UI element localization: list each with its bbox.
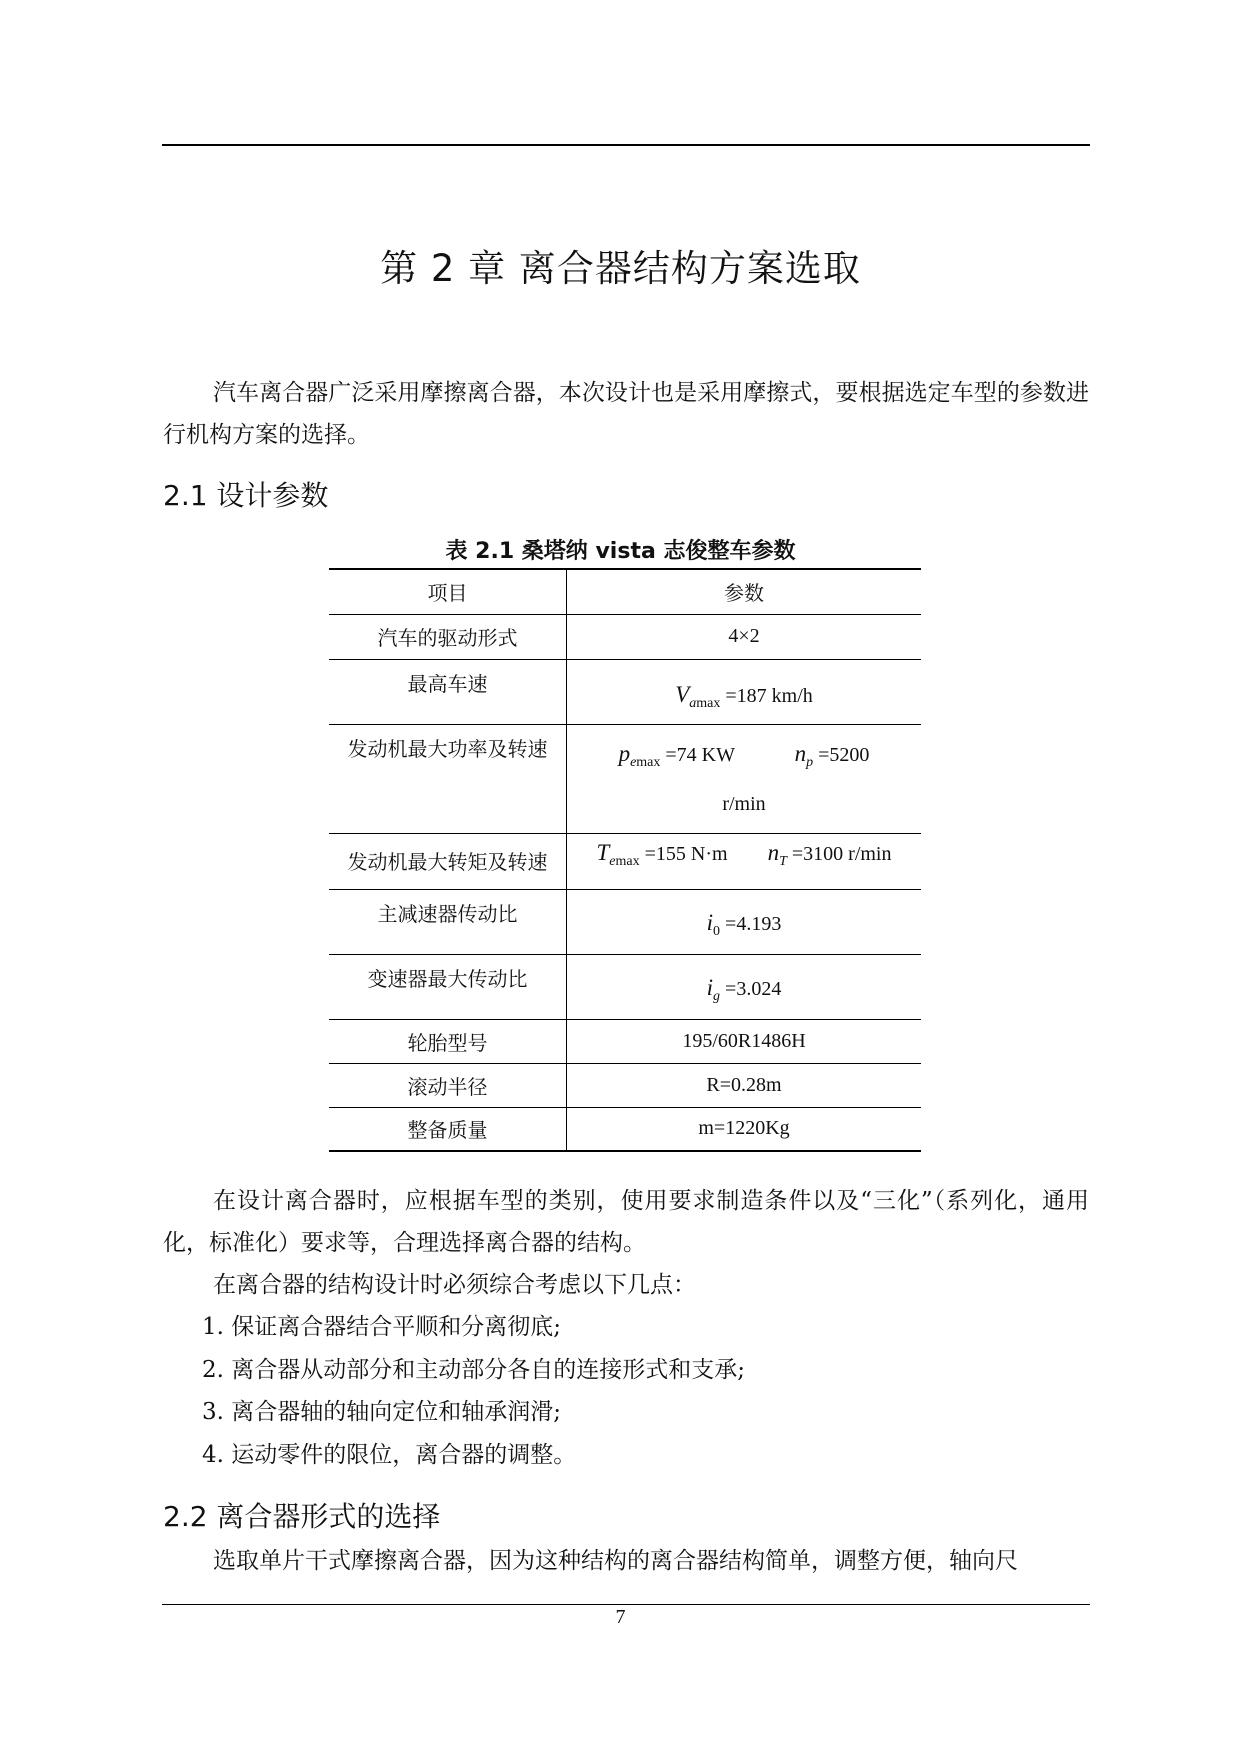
chapter-title: 第 2 章 离合器结构方案选取 — [380, 247, 861, 290]
row-value: 4×2 — [567, 614, 922, 659]
row-item: 主减速器传动比 — [329, 889, 567, 954]
table-row — [329, 1019, 921, 1063]
row-value — [567, 954, 922, 1019]
value-text: =3.024 — [725, 977, 782, 1000]
list-item: 2. 离合器从动部分和主动部分各自的连接形式和支承; — [202, 1357, 746, 1383]
list-item: 3. 离合器轴的轴向定位和轴承润滑; — [202, 1399, 562, 1425]
subscript-max: max — [696, 695, 721, 711]
table-row — [329, 889, 921, 954]
page-number: 7 — [615, 1606, 626, 1628]
value-text: =187 km/h — [725, 684, 813, 707]
table-row — [329, 659, 921, 724]
section-heading-2-1: 2.1 设计参数 — [163, 479, 329, 512]
header-rule — [162, 144, 1090, 146]
row-value — [567, 889, 922, 954]
symbol: V — [675, 681, 690, 707]
table-caption: 表 2.1 桑塔纳 vista 志俊整车参数 — [445, 539, 796, 564]
subscript — [689, 696, 720, 711]
subscript-e: e — [630, 754, 637, 770]
row-item: 发动机最大功率及转速 — [329, 724, 567, 833]
row-item: 汽车的驱动形式 — [329, 614, 567, 659]
value-text: r/min — [722, 792, 766, 815]
value-text: =74 KW — [665, 743, 735, 766]
value-text: =4.193 — [725, 912, 782, 935]
value-text: =5200 — [818, 743, 870, 766]
row-item: 整备质量 — [329, 1107, 567, 1151]
row-value: m=1220Kg — [567, 1107, 922, 1151]
value-text: =3100 r/min — [791, 842, 892, 865]
table-header-row — [329, 569, 921, 614]
subscript: p — [806, 754, 814, 770]
list-item: 4. 运动零件的限位，离合器的调整。 — [202, 1442, 577, 1468]
body-paragraph: 在设计离合器时，应根据车型的类别，使用要求制造条件以及“三化”（系列化，通用化，标准化）要求等，合理选择离合器的结构。 — [163, 1188, 1089, 1256]
list-item: 1. 保证离合器结合平顺和分离彻底; — [202, 1314, 562, 1340]
row-item: 滚动半径 — [329, 1063, 567, 1107]
table-header-value: 参数 — [567, 569, 922, 614]
row-item: 发动机最大转矩及转速 — [329, 833, 567, 889]
intro-paragraph: 汽车离合器广泛采用摩擦离合器，本次设计也是采用摩擦式，要根据选定车型的参数进行机构方案的选择。 — [163, 380, 1089, 448]
symbol: n — [794, 740, 807, 766]
section-heading-2-2: 2.2 离合器形式的选择 — [163, 1500, 441, 1533]
symbol: i — [706, 909, 714, 935]
footer-rule — [162, 1604, 1090, 1605]
subscript-e: e — [609, 853, 616, 869]
table-row — [329, 1063, 921, 1107]
table-row — [329, 954, 921, 1019]
row-item: 轮胎型号 — [329, 1019, 567, 1063]
table-row — [329, 1107, 921, 1151]
subscript — [609, 854, 639, 869]
symbol: i — [706, 974, 714, 1000]
table-row — [329, 614, 921, 659]
row-item: 变速器最大传动比 — [329, 954, 567, 1019]
subscript: T — [779, 853, 787, 869]
subscript — [630, 755, 660, 770]
row-value — [567, 724, 922, 833]
body-paragraph: 选取单片干式摩擦离合器，因为这种结构的离合器结构简单，调整方便，轴向尺 — [213, 1548, 1018, 1574]
subscript: 0 — [713, 923, 721, 939]
value-text: =155 N·m — [644, 842, 728, 865]
row-value: 195/60R1486H — [567, 1019, 922, 1063]
subscript: g — [713, 988, 721, 1004]
body-paragraph: 在离合器的结构设计时必须综合考虑以下几点： — [213, 1272, 696, 1298]
symbol: T — [596, 839, 610, 865]
subscript-max: max — [615, 853, 640, 869]
row-value — [567, 659, 922, 724]
row-item: 最高车速 — [329, 659, 567, 724]
symbol: p — [618, 740, 631, 766]
row-value — [567, 833, 922, 889]
table-header-item: 项目 — [329, 569, 567, 614]
subscript-max: max — [636, 754, 661, 770]
subscript-a: a — [689, 695, 697, 711]
parameters-table — [329, 568, 921, 1152]
table-row — [329, 724, 921, 833]
table-row — [329, 833, 921, 889]
row-value: R=0.28m — [567, 1063, 922, 1107]
symbol: n — [767, 839, 780, 865]
